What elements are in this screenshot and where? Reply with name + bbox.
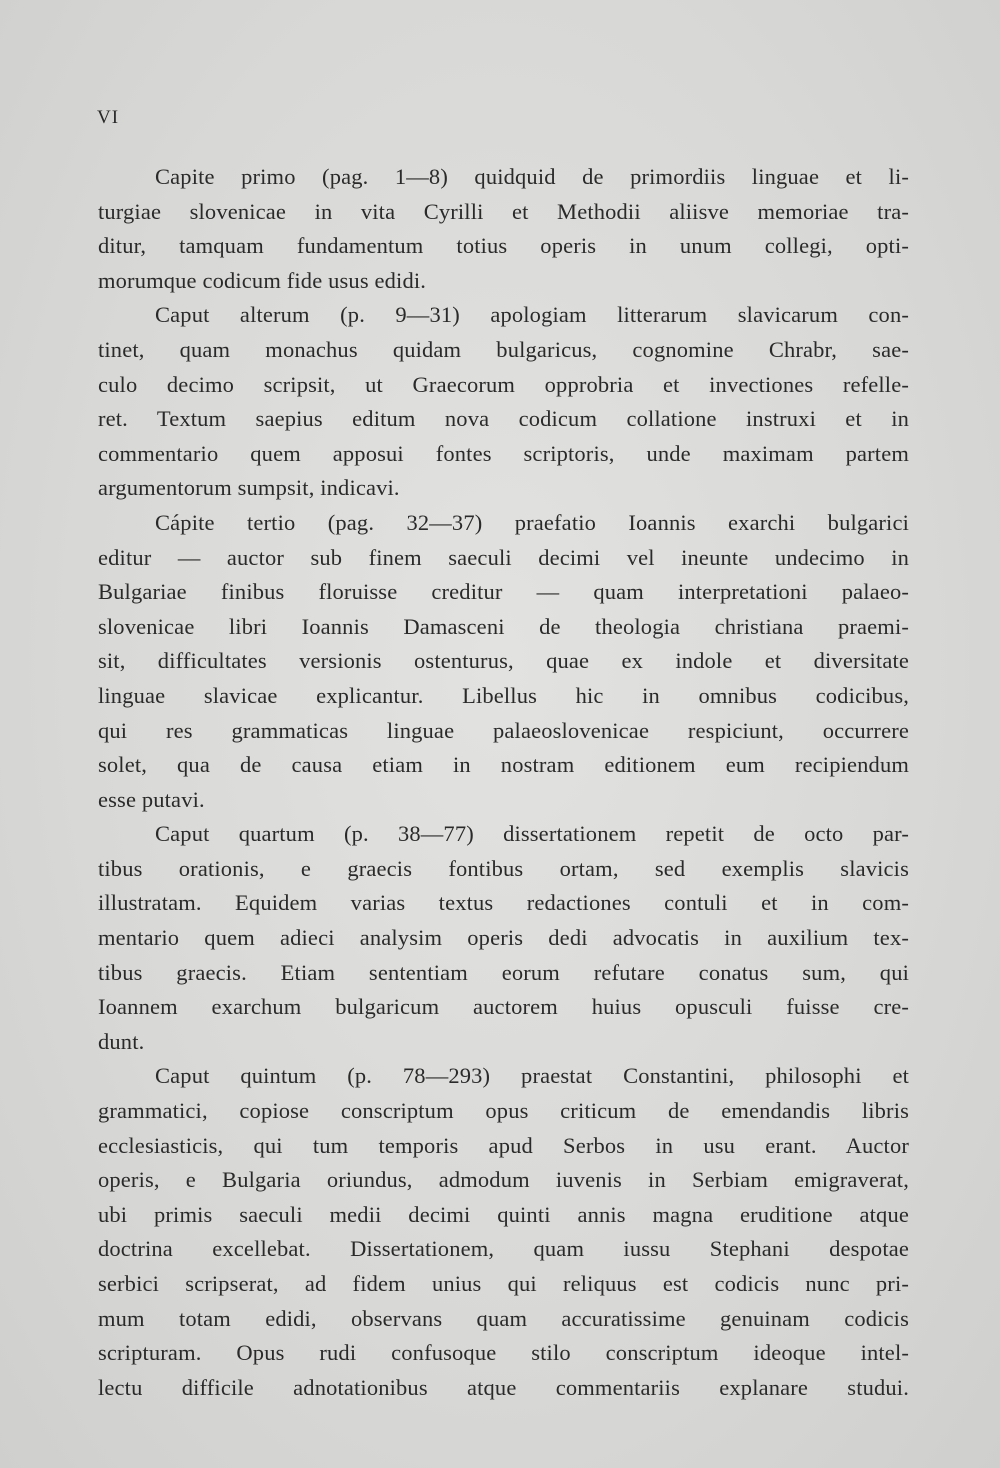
text-line: scripturam. Opus rudi confusoque stilo conscriptum ideoque intel-	[98, 1340, 909, 1366]
text-line: solet, qua de causa etiam in nostram editionem eum recipiendum	[98, 752, 909, 778]
text-line: qui res grammaticas linguae palaeoslovenicae respiciunt, occurrere	[98, 717, 909, 743]
text-line: Bulgariae finibus floruisse creditur — quam interpretationi palaeo-	[98, 579, 909, 605]
text-line: slovenicae libri Ioannis Damasceni de theologia christiana praemi-	[98, 613, 909, 639]
text-line: esse putavi.	[98, 786, 205, 812]
text-line: sit, difficultates versionis ostenturus, quae ex indole et diversitate	[98, 648, 909, 674]
text-line: ret. Textum saepius editum nova codicum collatione instruxi et in	[98, 406, 909, 432]
text-line: tibus graecis. Etiam sententiam eorum refutare conatus sum, qui	[98, 959, 909, 985]
text-line: linguae slavicae explicantur. Libellus hic in omnibus codicibus,	[98, 682, 909, 708]
text-line: serbici scripserat, ad fidem unius qui reliquus est codicis nunc pri-	[98, 1271, 909, 1296]
text-line: Caput alterum (p. 9—31) apologiam litterarum slavicarum con-	[155, 302, 909, 328]
text-line: ecclesiasticis, qui tum temporis apud Serbos in usu erant. Auctor	[98, 1132, 909, 1158]
text-line: grammatici, copiose conscriptum opus criticum de emendandis libris	[98, 1098, 909, 1124]
text-line: operis, e Bulgaria oriundus, admodum iuvenis in Serbiam emigraverat,	[98, 1167, 909, 1193]
text-line: illustratam. Equidem varias textus redactiones contuli et in com-	[98, 890, 909, 916]
text-line: editur — auctor sub finem saeculi decimi vel ineunte undecimo in	[98, 544, 909, 570]
text-line: mentario quem adieci analysim operis dedi advocatis in auxilium tex-	[98, 925, 909, 951]
text-line: argumentorum sumpsit, indicavi.	[98, 475, 400, 501]
text-line: Caput quintum (p. 78—293) praestat Constantini, philosophi et	[155, 1063, 909, 1089]
text-line: Ioannem exarchum bulgaricum auctorem huius opusculi fuisse cre-	[98, 994, 909, 1020]
text-line: doctrina excellebat. Dissertationem, quam iussu Stephani despotae	[98, 1236, 909, 1262]
text-line: turgiae slovenicae in vita Cyrilli et Methodii aliisve memoriae tra-	[98, 198, 909, 224]
text-line: ditur, tamquam fundamentum totius operis in unum collegi, opti-	[98, 233, 909, 259]
text-line: morumque codicum fide usus edidi.	[98, 267, 427, 293]
text-line: tibus orationis, e graecis fontibus ortam, sed exemplis slavicis	[98, 855, 909, 881]
page-number: VI	[97, 107, 120, 128]
text-line: Capite primo (pag. 1—8) quidquid de primordiis linguae et li-	[155, 164, 909, 189]
text-line: Caput quartum (p. 38—77) dissertationem repetit de octo par-	[155, 821, 909, 847]
text-line: lectu difficile adnotationibus atque commentariis explanare studui.	[98, 1374, 909, 1400]
text-line: ubi primis saeculi medii decimi quinti annis magna eruditione atque	[98, 1201, 909, 1227]
text-line: mum totam edidi, observans quam accuratissime genuinam codicis	[98, 1305, 909, 1331]
text-line: culo decimo scripsit, ut Graecorum opprobria et invectiones refelle-	[98, 371, 909, 397]
text-line: commentario quem apposui fontes scriptoris, unde maximam partem	[98, 440, 909, 466]
text-line: tinet, quam monachus quidam bulgaricus, cognomine Chrabr, sae-	[98, 336, 909, 362]
text-line: Cápite tertio (pag. 32—37) praefatio Ioannis exarchi bulgarici	[155, 509, 909, 535]
body-text	[98, 160, 909, 1405]
text-line: dunt.	[98, 1028, 145, 1054]
